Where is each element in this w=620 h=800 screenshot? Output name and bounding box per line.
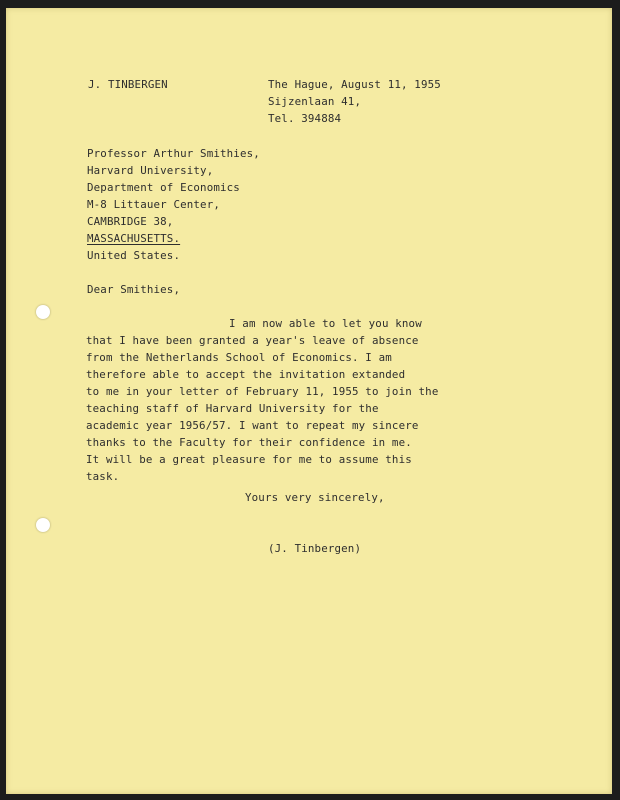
body-line: thanks to the Faculty for their confidence in me. xyxy=(86,436,412,449)
body-line: academic year 1956/57. I want to repeat my sincere xyxy=(86,419,419,432)
punch-hole-top xyxy=(36,305,50,319)
letter-page xyxy=(6,8,612,794)
recipient-state: MASSACHUSETTS. xyxy=(87,232,181,245)
body-line: to me in your letter of February 11, 1955 to join the xyxy=(86,385,439,398)
body-line: that I have been granted a year's leave of absence xyxy=(86,334,419,347)
recipient-city: CAMBRIDGE 38, xyxy=(87,215,174,228)
body-line: therefore able to accept the invitation extanded xyxy=(86,368,406,381)
punch-hole-bottom xyxy=(36,518,50,532)
sender-tel: Tel. 394884 xyxy=(268,112,342,125)
recipient-country: United States. xyxy=(87,249,181,262)
recipient-department: Department of Economics xyxy=(87,181,240,194)
recipient-building: M-8 Littauer Center, xyxy=(87,198,221,211)
recipient-institution: Harvard University, xyxy=(87,164,214,177)
sender-street: Sijzenlaan 41, xyxy=(268,95,362,108)
sender-name: J. TINBERGEN xyxy=(88,78,168,91)
body-line: teaching staff of Harvard University for the xyxy=(86,402,379,415)
body-line: from the Netherlands School of Economics. I am xyxy=(86,351,392,364)
body-line: It will be a great pleasure for me to assume this xyxy=(86,453,412,466)
salutation: Dear Smithies, xyxy=(87,283,181,296)
body-line: I am now able to let you know xyxy=(229,317,422,330)
body-line: task. xyxy=(86,470,120,483)
place-date: The Hague, August 11, 1955 xyxy=(268,78,441,91)
closing: Yours very sincerely, xyxy=(245,491,385,504)
recipient-name: Professor Arthur Smithies, xyxy=(87,147,260,160)
signature: (J. Tinbergen) xyxy=(268,542,362,555)
